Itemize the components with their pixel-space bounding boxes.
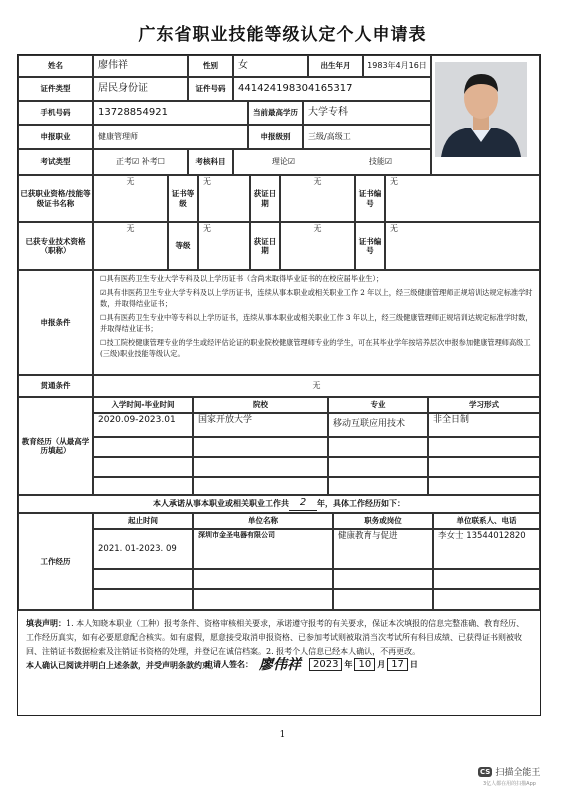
- idtype-label: 证件类型: [18, 77, 93, 101]
- watermark-brand: 扫描全能王: [495, 768, 541, 778]
- phone-value: 13728854921: [93, 101, 248, 125]
- qual-value: 无: [93, 175, 168, 222]
- declaration-lead: 填表声明：: [26, 619, 66, 628]
- declaration-text-1: 1. 本人知晓本职业（工种）报考条件、资格审核相关要求，承诺遵守报考的有关要求，保证本次填报的信息完整准确、教育经历、工作经历真实，如有必要愿意配合核实。如有虚假，愿意接受取消申报资格、已参加考试则被取消当次考试所有科目成绩、已获得证书则被收回、注销证书数据检索及注销证书资格的处理，并登记在诚信档案。: [26, 619, 525, 656]
- edu-label: 当前最高学历: [248, 101, 303, 125]
- normal-checkbox-icon: ☑: [132, 157, 140, 166]
- qual-label: 已获职业资格/技能等级证书名称: [18, 175, 93, 222]
- work-row-time: 2021. 01-2023. 09: [93, 529, 193, 569]
- tech-date-label: 获证日期: [250, 222, 280, 270]
- tech-no-label: 证书编号: [355, 222, 385, 270]
- edu-value: 大学专科: [303, 101, 431, 125]
- education-label: 教育经历（从最高学历填起）: [18, 397, 93, 495]
- sign-label: 申请人签名：: [205, 659, 253, 669]
- work-years-line: 本人承诺从事本职业或相关职业工作共 2 年，具体工作经历如下：: [18, 495, 540, 513]
- exam-type-label: 考试类型: [18, 149, 93, 175]
- sign-month: 10: [354, 658, 375, 671]
- normal-option: 正考: [116, 157, 133, 166]
- conditions-text: [93, 270, 540, 375]
- tech-label: 已获专业技术资格（职称）: [18, 222, 93, 270]
- condition-2: ☑具有非医药卫生专业大学专科及以上学历证书，连续从事本职业或相关职业工作 2 年以上，经三级健康管理师正规培训达规定标准学时数，并取得结业证书；: [100, 288, 533, 308]
- level-value: 三级/高级工: [303, 125, 431, 149]
- tech-no-value: 无: [385, 222, 540, 270]
- subject-options: [233, 149, 431, 175]
- gender-label: 性别: [188, 55, 233, 77]
- cert-level-value: 无: [198, 175, 250, 222]
- cert-level-label: 证书等级: [168, 175, 198, 222]
- exam-type-options: [93, 149, 188, 175]
- cert-date-value: 无: [280, 175, 355, 222]
- camscanner-logo-icon: CS: [480, 767, 491, 776]
- idno-value: 441424198304165317: [233, 77, 431, 101]
- edu-header-time: 入学时间-毕业时间: [93, 397, 193, 413]
- sign-day: 17: [387, 658, 408, 671]
- edu-header-school: 院校: [193, 397, 328, 413]
- retake-checkbox-icon: ☐: [157, 157, 165, 166]
- tech-date-value: 无: [280, 222, 355, 270]
- scanner-watermark: [478, 765, 540, 778]
- tech-value: 无: [93, 222, 168, 270]
- birth-value: 1983年4月16日: [363, 55, 431, 77]
- work-header-position: 职务或岗位: [333, 513, 433, 529]
- work-row-company: 深圳市金圣电器有限公司: [193, 529, 333, 569]
- work-header-time: 起止时间: [93, 513, 193, 529]
- penalty-label: 贯通条件: [18, 375, 93, 397]
- cert-date-label: 获证日期: [250, 175, 280, 222]
- cert-no-label: 证书编号: [355, 175, 385, 222]
- edu-row-time: 2020.09-2023.01: [93, 413, 193, 437]
- work-row-contact: 李女士 13544012820: [433, 529, 540, 569]
- subject-label: 考核科目: [188, 149, 233, 175]
- work-years-value: 2: [289, 497, 317, 511]
- condition-1: ☐具有医药卫生专业大学专科及以上学历证书（含尚未取得毕业证书的在校应届毕业生）；: [100, 274, 384, 283]
- edu-header-major: 专业: [328, 397, 428, 413]
- work-label: 工作经历: [18, 513, 93, 610]
- conditions-label: 申报条件: [18, 270, 93, 375]
- birth-label: 出生年月: [308, 55, 363, 77]
- watermark-subtitle: 3亿人都在用的扫描App: [483, 781, 536, 787]
- job-label: 申报职业: [18, 125, 93, 149]
- work-header-contact: 单位联系人、电话: [433, 513, 540, 529]
- job-value: 健康管理师: [93, 125, 248, 149]
- declaration-confirm: 本人确认已阅读并明白上述条款，并受声明条款约束。: [26, 661, 218, 670]
- tech-level-value: 无: [198, 222, 250, 270]
- work-row-position: 健康教育与促进: [333, 529, 433, 569]
- applicant-photo: [435, 62, 527, 157]
- form-title: 广东省职业技能等级认定个人申请表: [138, 25, 427, 45]
- theory-checkbox-icon: ☑: [287, 157, 296, 166]
- name-label: 姓名: [18, 55, 93, 77]
- skill-option: 技能: [368, 157, 385, 166]
- sign-year: 2023: [309, 658, 342, 671]
- portrait-image: [435, 62, 527, 157]
- phone-label: 手机号码: [18, 101, 93, 125]
- name-value: 廖伟祥: [93, 55, 188, 77]
- condition-4: ☐技工院校健康管理专业的学生或经评估论证的职业院校健康管理师专业的学生，可在其毕业学年按培养层次申报参加健康管理师高级工(三级)职业技能等级认定。: [100, 338, 531, 358]
- gender-value: 女: [233, 55, 308, 77]
- edu-row-major: 移动互联应用技术: [328, 413, 428, 437]
- theory-option: 理论: [271, 157, 288, 166]
- level-label: 申报级别: [248, 125, 303, 149]
- idno-label: 证件号码: [188, 77, 233, 101]
- signature-row: 申请人签名： 廖伟祥 2023 年 10 月 17 日: [205, 654, 418, 674]
- idtype-value: 居民身份证: [93, 77, 188, 101]
- condition-3: ☐具有医药卫生专业中等专科以上学历证书，连续从事本职业或相关职业工作 3 年以上，经三级健康管理师正规培训达规定标准学时数，并取得结业证书；: [100, 313, 533, 333]
- work-header-company: 单位名称: [193, 513, 333, 529]
- skill-checkbox-icon: ☑: [384, 157, 393, 166]
- penalty-value: 无: [93, 375, 540, 397]
- tech-level-label: 等级: [168, 222, 198, 270]
- edu-row-form: 非全日制: [428, 413, 540, 437]
- cert-no-value: 无: [385, 175, 540, 222]
- declaration-text-2: 2. 报考个人信息已经本人确认，不再更改。: [266, 647, 421, 656]
- edu-row-school: 国家开放大学: [193, 413, 328, 437]
- page-number: 1: [279, 730, 286, 740]
- applicant-signature: 廖伟祥: [259, 657, 301, 673]
- edu-header-form: 学习形式: [428, 397, 540, 413]
- retake-option: 补考: [141, 157, 158, 166]
